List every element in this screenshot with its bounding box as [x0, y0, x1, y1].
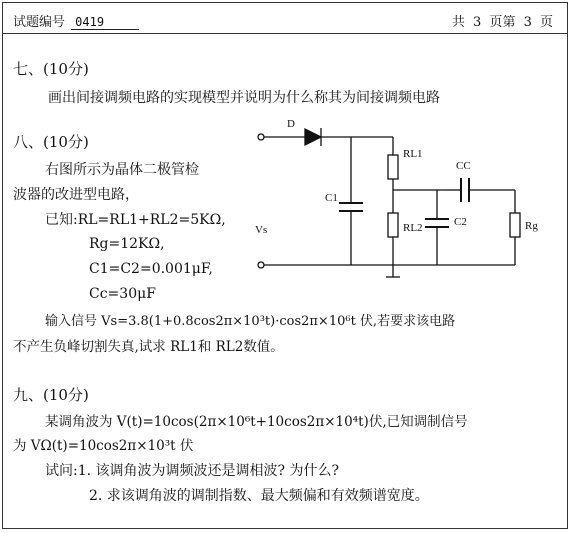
label-rl1: RL1 — [403, 148, 423, 160]
q8-given-1: 已知:RL=RL1+RL2=5KΩ, — [45, 212, 226, 228]
label-vs: Vs — [255, 224, 268, 236]
q8-given-4: Cc=30μF — [89, 286, 156, 302]
q8-title: 八、(10分) — [13, 133, 89, 151]
exam-code-value: 0419 — [71, 15, 139, 30]
exam-code-label: 试题编号 — [13, 15, 66, 30]
detector-circuit-diagram — [243, 115, 563, 285]
q9-title: 九、(10分) — [13, 386, 89, 404]
diode-symbol — [305, 129, 321, 145]
input-terminal-top — [258, 134, 264, 140]
q8-desc-line2: 波器的改进型电路， — [13, 187, 139, 203]
page-info: 共 3 页第 3 页 — [451, 15, 553, 30]
exam-page — [2, 2, 568, 529]
q9-ask2: 2. 求该调角波的调制指数、最大频偏和有效频谱宽度。 — [89, 488, 429, 504]
q8-given-2: Rg=12KΩ, — [89, 236, 165, 252]
rl1-resistor — [388, 155, 398, 179]
input-terminal-bottom — [258, 262, 264, 268]
label-rl2: RL2 — [403, 222, 423, 234]
label-rg: Rg — [525, 220, 538, 232]
q9-line2: 为 VΩ(t)=10cos2π×10³t 伏 — [13, 438, 194, 454]
label-c2: C2 — [454, 216, 467, 228]
exam-code — [13, 11, 139, 30]
q8-input-line1: 输入信号 Vs=3.8(1+0.8cos2π×10³t)·cos2π×10⁶t 伏,若要求该电路 — [45, 314, 456, 329]
circuit-svg — [243, 115, 563, 285]
q8-desc-line1: 右图所示为晶体二极管检 — [45, 162, 199, 178]
q7-text: 画出间接调频电路的实现模型并说明为什么称其为间接调频电路 — [48, 90, 440, 106]
rl2-resistor — [388, 213, 398, 237]
q9-line1: 某调角波为 V(t)=10cos(2π×10⁶t+10cos2π×10⁴t)伏,已知调制信号 — [45, 414, 468, 430]
label-diode: D — [287, 118, 295, 130]
label-c1: C1 — [325, 192, 338, 204]
q9-ask1: 试问:1. 该调角波为调频波还是调相波? 为什么? — [45, 463, 339, 479]
label-cc: CC — [456, 160, 471, 172]
q7-title: 七、(10分) — [13, 60, 89, 78]
q8-given-3: C1=C2=0.001μF, — [89, 261, 213, 277]
page-header — [3, 3, 567, 34]
q8-input-line2: 不产生负峰切割失真,试求 RL1和 RL2数值。 — [13, 339, 284, 355]
rg-resistor — [510, 213, 520, 237]
